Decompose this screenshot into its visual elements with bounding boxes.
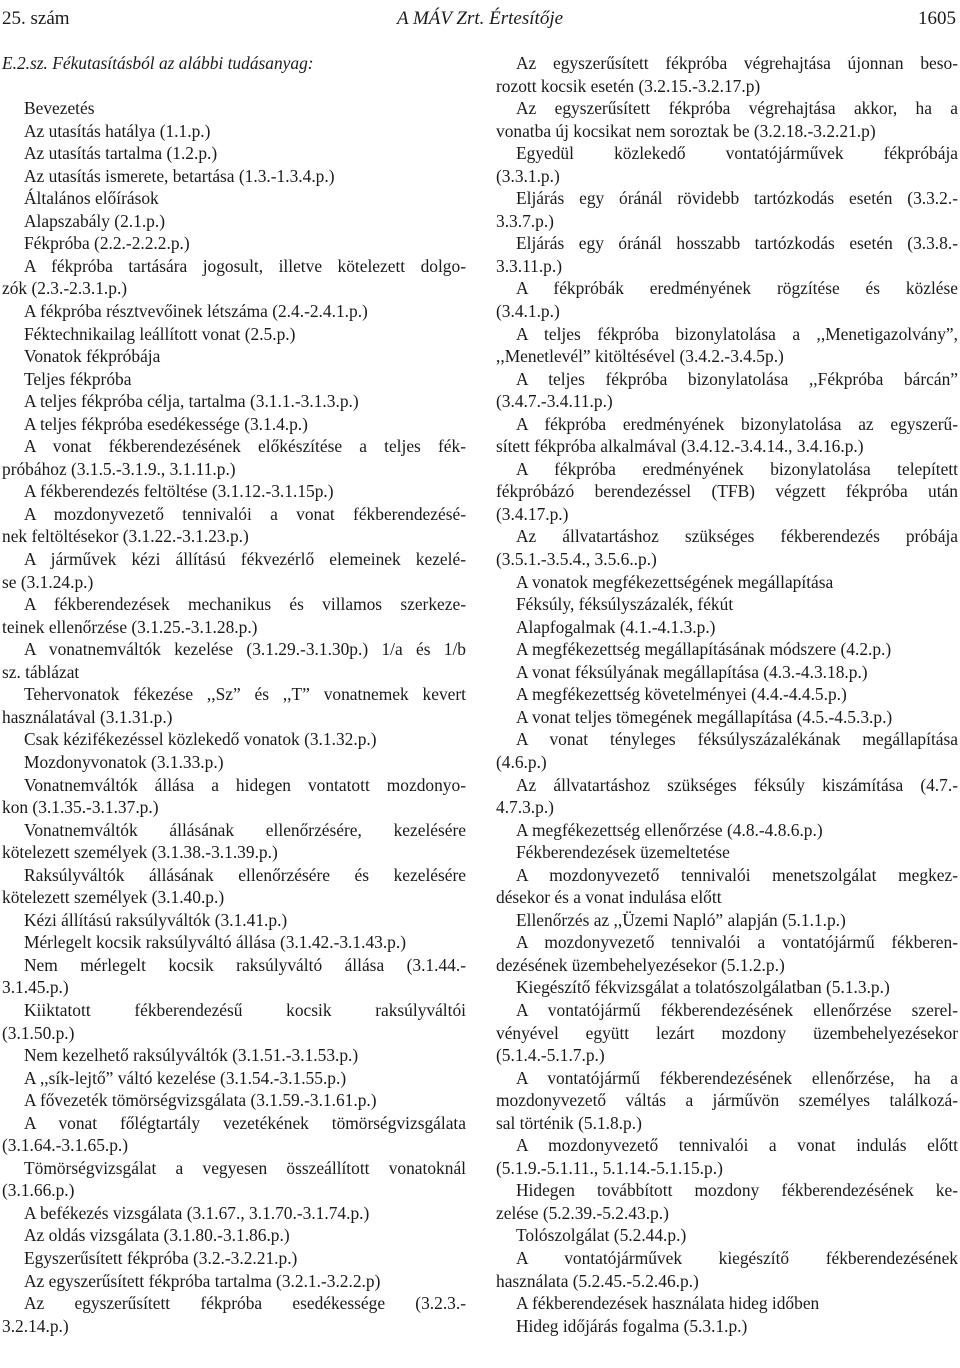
toc-line: Az állvatartáshoz szükséges fékberendezés próbája bbox=[516, 526, 958, 547]
toc-line: désekor és a vonat indulása előtt bbox=[496, 887, 722, 908]
toc-line: A mozdonyvezető tennivalói menetszolgálat megkez- bbox=[516, 864, 958, 885]
toc-line: Raksúlyváltók állásának ellenőrzésére és kezelésére bbox=[24, 864, 466, 885]
toc-line: fékpróbázó berendezéssel (TFB) végzett fékpróba után bbox=[496, 481, 958, 502]
toc-line: Az utasítás ismerete, betartása (1.3.-1.3.4.p.) bbox=[24, 165, 335, 186]
toc-line: (3.4.17.p.) bbox=[496, 503, 569, 524]
toc-line: Az egyszerűsített fékpróba tartalma (3.2.1.-3.2.2.p) bbox=[24, 1270, 381, 1291]
toc-line: Vonatok fékpróbája bbox=[24, 346, 161, 367]
toc-line: használata (5.2.45.-5.2.46.p.) bbox=[496, 1270, 699, 1291]
page-header bbox=[0, 0, 960, 40]
blank-line bbox=[2, 75, 466, 98]
toc-line: A mozdonyvezető tennivalói a vonat indulás előtt bbox=[516, 1135, 958, 1156]
toc-line: Általános előírások bbox=[24, 188, 159, 209]
toc-line: Ellenőrzés az ,,Üzemi Napló” alapján (5.1.1.p.) bbox=[516, 909, 846, 930]
toc-line: Vonatnemváltók állása a hidegen vontatott mozdonyo- bbox=[24, 774, 466, 795]
toc-line: ,,Menetlevél” kitöltésével (3.4.2.-3.4.5p.) bbox=[496, 346, 784, 367]
publication-title: A MÁV Zrt. Értesítője bbox=[396, 8, 564, 29]
right-column bbox=[496, 52, 958, 1337]
toc-line: A vonat tényleges féksúlyszázalékának megállapítása bbox=[516, 729, 958, 750]
toc-line: A fékberendezések használata hideg időben bbox=[516, 1293, 820, 1314]
toc-line: mozdonyvezető váltás a járművön személyes találkozá- bbox=[496, 1090, 958, 1111]
toc-line: Kézi állítású raksúlyváltók (3.1.41.p.) bbox=[24, 909, 288, 930]
toc-line: A teljes fékpróba bizonylatolása ,,Fékpróba bárcán” bbox=[516, 368, 958, 389]
toc-line: (3.1.50.p.) bbox=[2, 1022, 75, 1043]
toc-line: A járművek kézi állítású fékvezérlő elemeinek kezelé- bbox=[24, 549, 466, 570]
toc-line: A teljes fékpróba bizonylatolása a ,,Menetigazolvány”, bbox=[516, 323, 958, 344]
toc-line: A megfékezettség ellenőrzése (4.8.-4.8.6.p.) bbox=[516, 819, 823, 840]
toc-line: Tehervonatok fékezése ,,Sz” és ,,T” vonatnemek kevert bbox=[24, 684, 466, 705]
toc-line: nek feltöltésekor (3.1.22.-3.1.23.p.) bbox=[2, 526, 249, 547]
toc-line: próbához (3.1.5.-3.1.9., 3.1.11.p.) bbox=[2, 458, 236, 479]
toc-line: A mozdonyvezető tennivalói a vonat fékberendezésé- bbox=[24, 503, 466, 524]
toc-line: 3.2.14.p.) bbox=[2, 1315, 69, 1336]
toc-line: Eljárás egy óránál rövidebb tartózkodás esetén (3.3.2.- bbox=[516, 188, 958, 209]
toc-line: A megfékezettség megállapításának módszere (4.2.p.) bbox=[516, 639, 892, 660]
toc-line: rozott kocsik esetén (3.2.15.-3.2.17.p) bbox=[496, 75, 761, 96]
toc-line: A vonat főlégtartály vezetékének tömörségvizsgálata bbox=[24, 1112, 466, 1133]
toc-line: (5.1.9.-5.1.11., 5.1.14.-5.1.15.p.) bbox=[496, 1157, 723, 1178]
toc-line: A fékpróba eredményének bizonylatolása az egyszerű- bbox=[516, 413, 958, 434]
toc-line: kötelezett személyek (3.1.38.-3.1.39.p.) bbox=[2, 842, 278, 863]
toc-line: Mérlegelt kocsik raksúlyváltó állása (3.1.42.-3.1.43.p.) bbox=[24, 932, 407, 953]
toc-line: A vonat féksúlyának megállapítása (4.3.-4.3.18.p.) bbox=[516, 661, 868, 682]
toc-line: 4.7.3.p.) bbox=[496, 797, 554, 818]
toc-line: Az állvatartáshoz szükséges féksúly kiszámítása (4.7.- bbox=[516, 774, 958, 795]
toc-line: A vonat teljes tömegének megállapítása (4.5.-4.5.3.p.) bbox=[516, 706, 893, 727]
toc-line: Csak kézifékezéssel közlekedő vonatok (3.1.32.p.) bbox=[24, 729, 377, 750]
toc-line: kötelezett személyek (3.1.40.p.) bbox=[2, 887, 225, 908]
toc-line: Teljes fékpróba bbox=[24, 368, 132, 389]
toc-line: használatával (3.1.31.p.) bbox=[2, 706, 173, 727]
toc-line: Féktechnikailag leállított vonat (2.5.p.) bbox=[24, 323, 296, 344]
toc-line: 3.1.45.p.) bbox=[2, 977, 69, 998]
toc-line: A teljes fékpróba esedékessége (3.1.4.p.) bbox=[24, 413, 308, 434]
toc-line: A fékpróba eredményének bizonylatolása telepített bbox=[516, 458, 958, 479]
left-column bbox=[2, 52, 466, 1337]
toc-line: (3.4.7.-3.4.11.p.) bbox=[496, 391, 613, 412]
toc-line: 3.3.7.p.) bbox=[496, 210, 554, 231]
toc-line: Fékpróba (2.2.-2.2.2.p.) bbox=[24, 233, 190, 254]
toc-line: (3.3.1.p.) bbox=[496, 165, 560, 186]
toc-line: Az oldás vizsgálata (3.1.80.-3.1.86.p.) bbox=[24, 1225, 290, 1246]
toc-line: A fékberendezés feltöltése (3.1.12.-3.1.15p.) bbox=[24, 481, 334, 502]
toc-line: Hidegen továbbított mozdony fékberendezésének ke- bbox=[516, 1180, 958, 1201]
toc-line: sz. táblázat bbox=[2, 661, 80, 682]
toc-line: zók (2.3.-2.3.1.p.) bbox=[2, 278, 128, 299]
toc-line: sített fékpróba alkalmával (3.4.12.-3.4.14., 3.4.16.p.) bbox=[496, 436, 864, 457]
toc-line: 3.3.11.p.) bbox=[496, 255, 563, 276]
toc-line: Egyedül közlekedő vontatójárművek fékpróbája bbox=[516, 143, 958, 164]
toc-line: (3.1.64.-3.1.65.p.) bbox=[2, 1135, 129, 1156]
toc-line: (5.1.4.-5.1.7.p.) bbox=[496, 1045, 605, 1066]
toc-line: Az utasítás hatálya (1.1.p.) bbox=[24, 120, 211, 141]
toc-line: Alapszabály (2.1.p.) bbox=[24, 210, 166, 231]
issue-number: 25. szám bbox=[2, 8, 70, 29]
toc-line: vonatba új kocsikat nem soroztak be (3.2.18.-3.2.21.p) bbox=[496, 120, 876, 141]
toc-line: Tömörségvizsgálat a vegyesen összeállított vonatoknál bbox=[24, 1157, 466, 1178]
toc-line: sal történik (5.1.8.p.) bbox=[496, 1112, 642, 1133]
toc-line: A fékpróba tartására jogosult, illetve kötelezett dolgo- bbox=[24, 255, 466, 276]
toc-line: A fővezeték tömörségvizsgálata (3.1.59.-3.1.61.p.) bbox=[24, 1090, 377, 1111]
toc-line: Az egyszerűsített fékpróba végrehajtása újonnan beso- bbox=[516, 53, 958, 73]
toc-line: Az egyszerűsített fékpróba esedékessége (3.2.3.- bbox=[24, 1293, 466, 1314]
toc-line: Kiegészítő fékvizsgálat a tolatószolgálatban (5.1.3.p.) bbox=[516, 977, 890, 998]
toc-line: A vonatok megfékezettségének megállapítása bbox=[516, 571, 834, 592]
toc-line: (4.6.p.) bbox=[496, 751, 547, 772]
toc-line: Nem mérlegelt kocsik raksúlyváltó állása (3.1.44.- bbox=[24, 954, 466, 975]
toc-line: Alapfogalmak (4.1.-4.1.3.p.) bbox=[516, 616, 716, 637]
toc-line: Fékberendezések üzemeltetése bbox=[516, 842, 730, 863]
toc-line: A mozdonyvezető tennivalói a vontatójármű fékberen- bbox=[516, 932, 958, 953]
section-heading: E.2.sz. Fékutasításból az alábbi tudásanyag: bbox=[2, 53, 314, 73]
toc-line: zelése (5.2.39.-5.2.43.p.) bbox=[496, 1202, 669, 1223]
toc-line: A teljes fékpróba célja, tartalma (3.1.1.-3.1.3.p.) bbox=[24, 391, 359, 412]
page-number: 1605 bbox=[918, 8, 956, 29]
toc-line: (3.1.66.p.) bbox=[2, 1180, 75, 1201]
toc-line: (3.4.1.p.) bbox=[496, 301, 560, 322]
toc-line: A fékberendezések mechanikus és villamos szerkeze- bbox=[24, 594, 466, 615]
toc-line: (3.5.1.-3.5.4., 3.5.6..p.) bbox=[496, 549, 657, 570]
toc-line: A fékpróbák eredményének rögzítése és közlése bbox=[516, 278, 958, 299]
toc-line: Bevezetés bbox=[24, 98, 95, 119]
toc-line: Az egyszerűsített fékpróba végrehajtása akkor, ha a bbox=[516, 98, 958, 119]
toc-line: A vontatójármű fékberendezésének ellenőrzése, ha a bbox=[516, 1067, 958, 1088]
toc-line: A fékpróba résztvevőinek létszáma (2.4.-2.4.1.p.) bbox=[24, 301, 368, 322]
toc-line: dezésének üzembehelyezésekor (5.1.2.p.) bbox=[496, 954, 785, 975]
toc-line: Az utasítás tartalma (1.2.p.) bbox=[24, 143, 218, 164]
toc-line: Kiiktatott fékberendezésű kocsik raksúlyváltói bbox=[24, 999, 466, 1020]
toc-line: se (3.1.24.p.) bbox=[2, 571, 94, 592]
toc-line: A vontatójármű fékberendezésének ellenőrzése szerel- bbox=[516, 999, 958, 1020]
toc-line: Féksúly, féksúlyszázalék, fékút bbox=[516, 594, 734, 615]
toc-line: Nem kezelhető raksúlyváltók (3.1.51.-3.1.53.p.) bbox=[24, 1045, 359, 1066]
toc-line: Vonatnemváltók állásának ellenőrzésére, kezelésére bbox=[24, 819, 466, 840]
toc-line: A vonat fékberendezésének előkészítése a teljes fék- bbox=[24, 436, 466, 457]
toc-line: A vonatnemváltók kezelése (3.1.29.-3.1.30p.) 1/a és 1/b bbox=[24, 639, 466, 660]
toc-line: A megfékezettség követelményei (4.4.-4.4.5.p.) bbox=[516, 684, 847, 705]
toc-line: kon (3.1.35.-3.1.37.p.) bbox=[2, 797, 159, 818]
toc-line: Mozdonyvonatok (3.1.33.p.) bbox=[24, 751, 224, 772]
toc-line: Hideg időjárás fogalma (5.3.1.p.) bbox=[516, 1315, 748, 1336]
toc-line: A ,,sík-lejtő” váltó kezelése (3.1.54.-3.1.55.p.) bbox=[24, 1067, 347, 1088]
toc-line: Eljárás egy óránál hosszabb tartózkodás esetén (3.3.8.- bbox=[516, 233, 958, 254]
toc-line: A befékezés vizsgálata (3.1.67., 3.1.70.-3.1.74.p.) bbox=[24, 1202, 370, 1223]
toc-line: A vontatójárművek kiegészítő fékberendezésének bbox=[516, 1247, 958, 1268]
toc-line: Tolószolgálat (5.2.44.p.) bbox=[516, 1225, 687, 1246]
toc-line: teinek ellenőrzése (3.1.25.-3.1.28.p.) bbox=[2, 616, 258, 637]
toc-line: vényével együtt lezárt mozdony üzembehelyezésekor bbox=[496, 1022, 958, 1043]
toc-line: Egyszerűsített fékpróba (3.2.-3.2.21.p.) bbox=[24, 1247, 298, 1268]
